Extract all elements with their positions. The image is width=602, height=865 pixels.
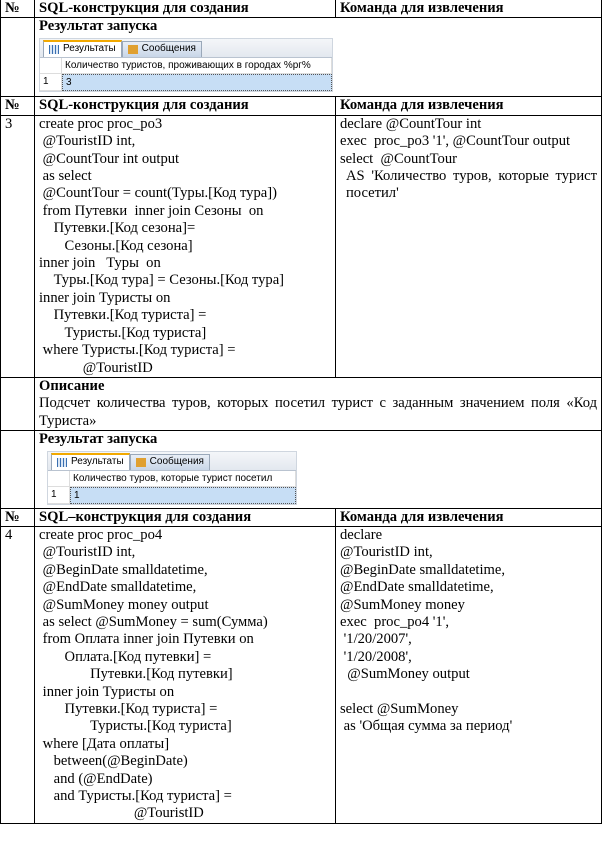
table-header: [1, 0, 602, 18]
result-row: [1, 18, 602, 97]
tab-messages[interactable]: Сообщения: [122, 41, 202, 57]
result-label: Результат запуска: [39, 431, 158, 448]
command-alias: AS 'Количество туров, которые турист посетил': [346, 168, 597, 202]
tab-results[interactable]: Результаты: [51, 453, 130, 470]
description-row: [1, 377, 602, 430]
grid-icon: [57, 458, 67, 467]
header-cmd: Команда для извлечения: [336, 0, 602, 18]
result-panel: [47, 451, 297, 505]
header-sql: SQL-конструкция для создания: [35, 97, 336, 115]
tab-messages[interactable]: Сообщения: [130, 454, 210, 470]
header-no: №: [1, 508, 35, 526]
sql-code: create proc proc_po4 @TouristID int, @BeginDate smalldatetime, @EndDate smalldatetime, @SumMoney money output as select @SumMoney = sum(Сумма) from Оплата inner join Путевки on Оплата.[Код путевки] = Путевки.[Код путевки] inner join Туристы on Путевки.[Код туриста] = Туристы.[Код туриста] where [Дата оплаты] between(@BeginDate) and (@EndDate) and Туристы.[Код туриста] = @TouristID: [35, 526, 336, 823]
row-number: 4: [1, 526, 35, 823]
header-no: №: [1, 0, 35, 18]
description-text: Подсчет количества туров, которых посетил турист с заданным значением поля «Код Туриста»: [39, 395, 597, 429]
header-sql: SQL-конструкция для создания: [35, 0, 336, 18]
result-panel: [39, 38, 333, 92]
procedure-row-3: [1, 115, 602, 377]
result-row: [1, 431, 602, 508]
header-cmd: Команда для извлечения: [336, 97, 602, 115]
tab-results[interactable]: Результаты: [43, 40, 122, 57]
row-number: 3: [1, 115, 35, 377]
command-code: declare @TouristID int, @BeginDate smalldatetime, @EndDate smalldatetime, @SumMoney money exec proc_po4 '1', '1/20/2007', '1/20/2008', @SumMoney output select @SumMoney as 'Общая сумма за период': [336, 526, 602, 823]
procedure-row-4: [1, 526, 602, 823]
result-cell[interactable]: 3: [62, 74, 332, 91]
sql-code: create proc proc_po3 @TouristID int, @CountTour int output as select @CountTour = count(Туры.[Код тура]) from Путевки inner join Сезоны on Путевки.[Код сезона]= Сезоны.[Код сезона] inner join Туры on Туры.[Код тура] = Сезоны.[Код тура] inner join Туристы on Путевки.[Код туриста] = Туристы.[Код туриста] where Туристы.[Код туриста] = @TouristID: [35, 115, 336, 377]
column-header: Количество туров, которые турист посетил: [70, 471, 296, 487]
result-label: Результат запуска: [39, 18, 158, 35]
header-sql: SQL–конструкция для создания: [35, 508, 336, 526]
table-header: [1, 508, 602, 526]
column-header: Количество туристов, проживающих в городах %рг%: [62, 58, 332, 74]
header-cmd: Команда для извлечения: [336, 508, 602, 526]
messages-icon: [128, 45, 138, 54]
messages-icon: [136, 458, 146, 467]
header-no: №: [1, 97, 35, 115]
empty-cell: [1, 18, 35, 97]
grid-icon: [49, 45, 59, 54]
command-cell: [336, 115, 602, 377]
result-cell[interactable]: 1: [70, 487, 296, 504]
row-number: 1: [48, 487, 70, 504]
description-label: Описание: [39, 377, 105, 394]
command-code: declare @CountTour int exec proc_po3 '1', @CountTour output select @CountTour: [340, 115, 571, 167]
table-header: [1, 97, 602, 115]
row-number: 1: [40, 74, 62, 91]
